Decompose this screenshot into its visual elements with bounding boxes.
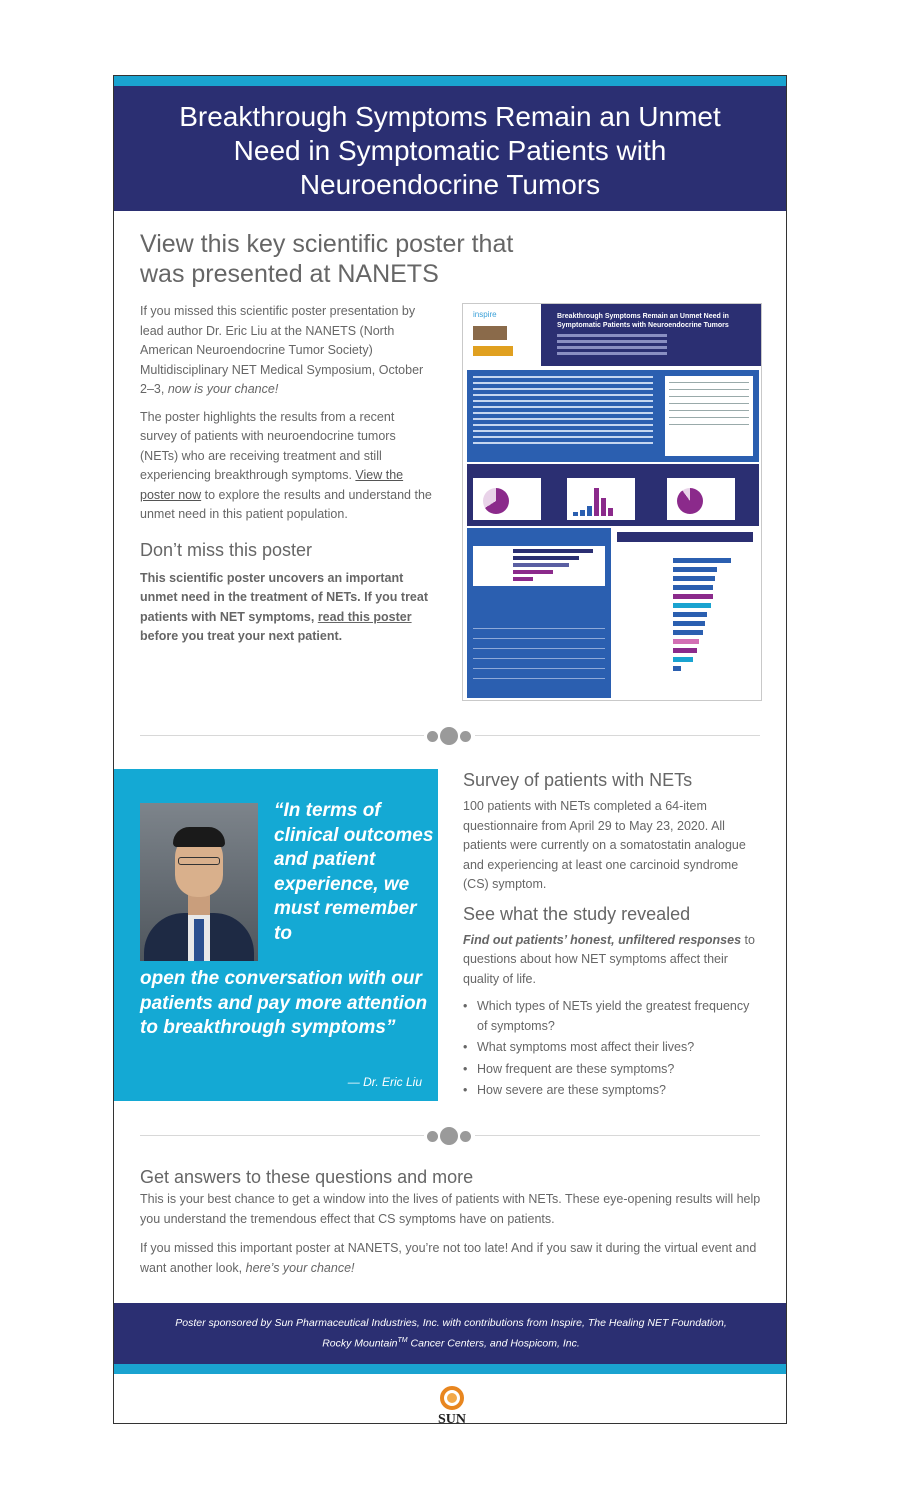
inspire-logo: inspire xyxy=(473,310,497,319)
survey-text xyxy=(463,769,763,1103)
poster-symptoms-chart xyxy=(473,546,605,586)
us-oncology-logo xyxy=(473,346,513,356)
closing-heading: Get answers to these questions and more xyxy=(140,1167,474,1187)
footer-line-1: Poster sponsored by Sun Pharmaceutical Industries, Inc. with contributions from Inspire, The Healing NET Foundation, xyxy=(175,1317,727,1329)
trademark-sup: TM xyxy=(397,1337,408,1344)
poster-abstract xyxy=(467,370,759,462)
intro-para-3-text-a: This scientific poster uncovers an important unmet need in the treatment of NETs. If you treat patients with NET symptoms, xyxy=(140,570,428,624)
study-para xyxy=(463,931,763,990)
divider-dot xyxy=(440,1127,458,1145)
list-item: • Which types of NETs yield the greatest frequency of symptoms? xyxy=(463,997,763,1036)
study-para-text: to questions about how NET symptoms affect their quality of life. xyxy=(463,932,755,986)
list-item: • How severe are these symptoms? xyxy=(463,1081,763,1101)
poster-gender-chart xyxy=(473,478,541,520)
divider-dot xyxy=(440,727,458,745)
read-poster-link[interactable]: read this poster xyxy=(317,609,412,624)
poster-impact-title xyxy=(617,532,753,542)
dont-miss-heading: Don’t miss this poster xyxy=(140,539,313,560)
quote-survey-section xyxy=(114,769,787,1109)
author-photo xyxy=(140,803,258,961)
intro-para-2-text-b: to explore the results and understand the unmet need in this patient population. xyxy=(140,487,432,521)
poster-authors xyxy=(557,334,667,358)
intro-para-1-text: If you missed this scientific poster presentation by lead author Dr. Eric Liu at the NANETS (North American Neuroendocrine Tumor Society) Multidisciplinary NET Medical Symposium, October 2–3, xyxy=(140,304,424,396)
divider-dot xyxy=(460,1131,471,1142)
intro-para-3-text-b: before you treat your next patient. xyxy=(140,629,343,643)
section-divider-1 xyxy=(140,726,760,746)
closing-para-2-text: If you missed this important poster at NANETS, you’re not too late! And if you saw it during the virtual event and want another look, xyxy=(140,1241,757,1275)
intro-para-2 xyxy=(140,408,432,525)
intro-para-3 xyxy=(140,569,432,647)
page-title: Breakthrough Symptoms Remain an Unmet Need in Symptomatic Patients with Neuroendocrine Tumors xyxy=(179,101,721,200)
closing-para-2-emphasis: here’s your chance! xyxy=(245,1260,355,1275)
intro-para-2-text-a: The poster highlights the results from a recent survey of patients with neuroendocrine tumors (NETs) who are receiving treatment and still experiencing breakthrough symptoms. xyxy=(140,409,396,482)
intro-para-1 xyxy=(140,302,432,400)
poster-impact-panel xyxy=(613,528,759,698)
top-accent-bar xyxy=(114,76,786,86)
poster-abstract-table xyxy=(665,376,753,456)
study-para-emphasis: Find out patients’ honest, unfiltered responses xyxy=(463,932,742,947)
poster-symptoms-panel xyxy=(467,528,611,698)
email-container xyxy=(113,75,787,1424)
quote-box xyxy=(114,769,438,1101)
poster-abstract-text xyxy=(473,376,653,448)
intro-text xyxy=(140,302,432,655)
divider-line-right xyxy=(475,735,760,736)
sun-core-icon xyxy=(447,1393,457,1403)
sponsor-footer xyxy=(114,1303,787,1364)
poster-demographics xyxy=(467,464,759,526)
intro-section xyxy=(114,211,786,711)
divider-dot xyxy=(427,731,438,742)
divider-line-left xyxy=(140,735,424,736)
poster-title: Breakthrough Symptoms Remain an Unmet Need in Symptomatic Patients with Neuroendocrine Tumors xyxy=(557,313,729,329)
bottom-accent-bar xyxy=(114,1364,787,1374)
question-list xyxy=(463,997,763,1101)
intro-heading: View this key scientific poster that was presented at NANETS xyxy=(140,230,514,288)
poster-logos xyxy=(463,304,541,366)
divider-line-left xyxy=(140,1135,424,1136)
survey-heading: Survey of patients with NETs xyxy=(463,770,693,790)
divider-line-right xyxy=(475,1135,760,1136)
footer-line-2-a: Rocky Mountain xyxy=(322,1337,398,1350)
poster-age-chart xyxy=(567,478,635,520)
sun-pharma-logo xyxy=(432,1386,472,1424)
quote-text-part-2: open the conversation with our patients and pay more attention to breakthrough symptoms” xyxy=(140,968,428,1038)
closing-para-2 xyxy=(140,1239,762,1278)
poster-impact-chart xyxy=(673,558,731,675)
intro-para-1-emphasis: now is your chance! xyxy=(167,382,279,396)
rocky-mountain-logo xyxy=(473,326,507,340)
poster-header xyxy=(463,304,761,366)
sun-logo-text: SUN xyxy=(437,1412,466,1424)
quote-text-part-1: “In terms of clinical outcomes and patient experience, we must remember to xyxy=(274,800,434,944)
footer-line-2-b: Cancer Centers, and Hospicom, Inc. xyxy=(407,1337,580,1350)
study-revealed-heading: See what the study revealed xyxy=(463,903,691,924)
divider-dot xyxy=(460,731,471,742)
closing-section xyxy=(140,1166,762,1288)
divider-dot xyxy=(427,1131,438,1142)
header-banner xyxy=(114,86,786,211)
footer-line-2 xyxy=(114,1332,787,1353)
closing-para-1: This is your best chance to get a window into the lives of patients with NETs. These eye-opening results will help you understand the tremendous effect that CS symptoms have on patients. xyxy=(140,1192,761,1226)
section-divider-2 xyxy=(140,1126,760,1146)
list-item: • What symptoms most affect their lives? xyxy=(463,1038,763,1058)
survey-para: 100 patients with NETs completed a 64-item questionnaire from April 29 to May 23, 2020. All patients were currently on a somatostatin analogue and experiencing at least one carcinoid syndrome (CS) symptom. xyxy=(463,799,746,891)
poster-frequency-table xyxy=(473,628,605,690)
poster-thumbnail[interactable] xyxy=(462,303,762,701)
list-item: • How frequent are these symptoms? xyxy=(463,1060,763,1080)
poster-race-chart xyxy=(667,478,735,520)
view-poster-link[interactable]: View the poster now xyxy=(140,468,404,502)
quote-attribution: — Dr. Eric Liu xyxy=(347,1075,422,1089)
